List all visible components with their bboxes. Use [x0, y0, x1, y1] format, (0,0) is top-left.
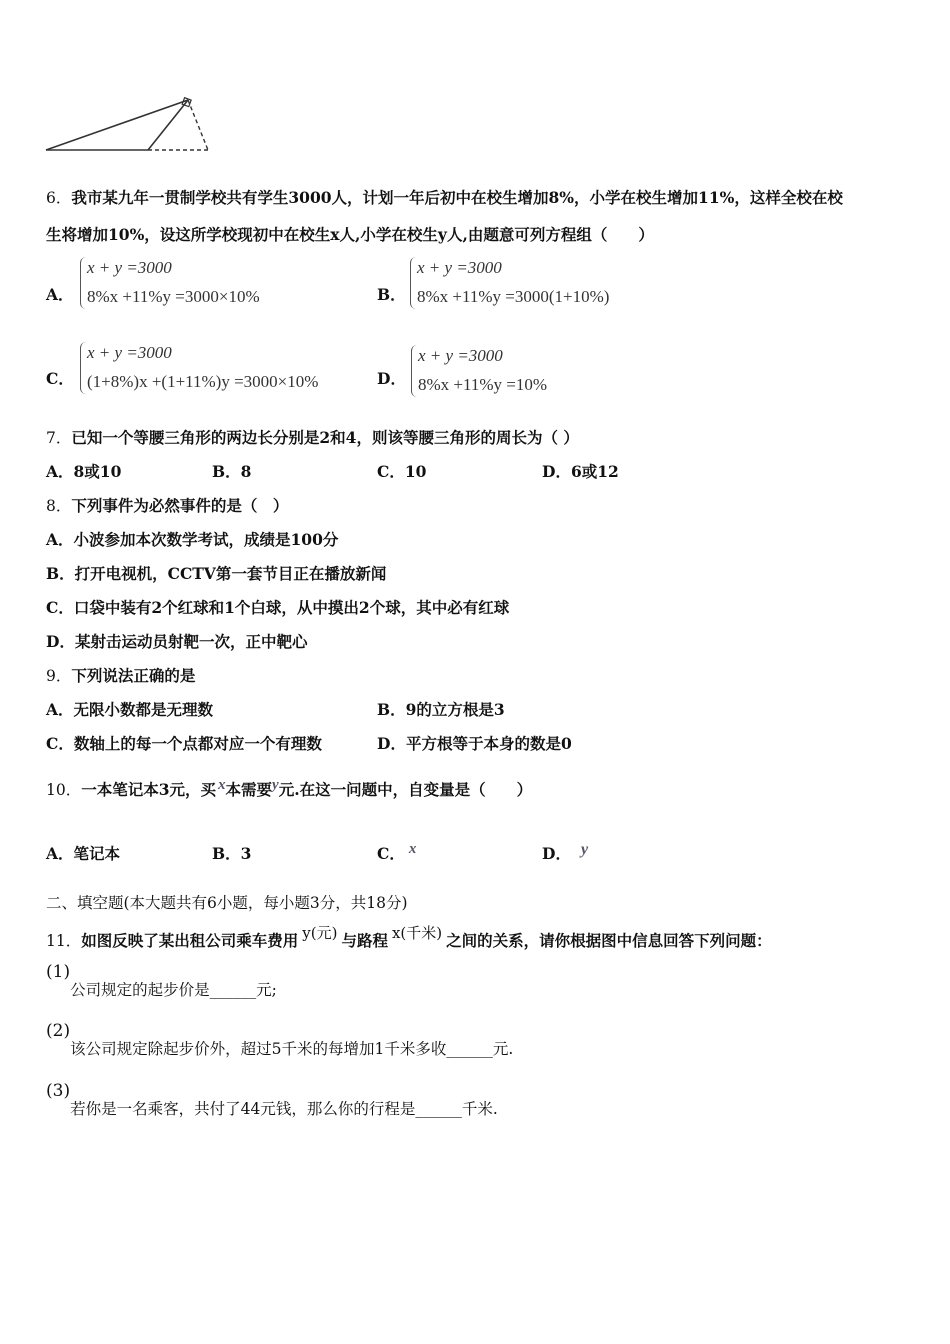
q6-option-d-system [418, 341, 547, 399]
q8-number: 8． [46, 497, 72, 515]
q6-option-a-eq2: 8%x +11%y =3000×10% [87, 287, 260, 306]
q6-option-d-brace [411, 345, 418, 397]
q6-option-b-system [417, 253, 609, 311]
q6-option-d-eq2: 8%x +11%y =10% [418, 375, 548, 394]
q11-part-2 [46, 1021, 514, 1058]
q9-option-b[interactable]: B．9的立方根是3 [377, 700, 505, 719]
q6-option-a-label[interactable]: A． [46, 285, 74, 304]
q8-option-d[interactable]: D．某射击运动员射靶一次，正中靶心 [46, 632, 308, 651]
triangle-figure [40, 92, 220, 158]
q10-var-x: x [218, 777, 226, 793]
q7-option-c[interactable]: C．10 [377, 462, 427, 481]
q11-text-c: 之间的关系，请你根据图中信息回答下列问题： [446, 931, 772, 950]
q10-option-b-value: 3 [240, 844, 252, 863]
q6-text-line1: 我市某九年一贯制学校共有学生3000人，计划一年后初中在校生增加8%，小学在校生增加11%，这样全校在校 [71, 188, 843, 207]
q9-option-c[interactable]: C．数轴上的每一个点都对应一个有理数 [46, 734, 322, 753]
q11-y-unit: y(元) [302, 924, 338, 942]
q6-option-c-eq1: x + y =3000 [87, 343, 172, 362]
q10-option-c[interactable] [377, 842, 416, 864]
q6-line1 [46, 186, 843, 208]
q8-option-c[interactable]: C．口袋中装有2个红球和1个白球，从中摸出2个球，其中必有红球 [46, 598, 510, 617]
q9-option-a[interactable]: A．无限小数都是无理数 [46, 700, 214, 719]
q10-text-b: 本需要 [225, 780, 273, 799]
q8-option-a[interactable]: A．小波参加本次数学考试，成绩是100分 [46, 530, 339, 549]
q11-part-3-number: (3) [46, 1081, 71, 1101]
q10-option-b-label: B． [212, 844, 241, 863]
q10-option-c-value: x [408, 841, 417, 857]
q11-part-2-text: 该公司规定除起步价外，超过5千米的每增加1千米多收______元. [70, 1040, 514, 1058]
q7-option-b[interactable]: B．8 [212, 462, 252, 481]
q11-part-1-text: 公司规定的起步价是______元; [70, 981, 277, 999]
q9-text: 下列说法正确的是 [71, 666, 196, 685]
q6-option-b-eq2: 8%x +11%y =3000(1+10%) [417, 287, 610, 306]
q10-option-a-value: 笔记本 [73, 844, 121, 863]
q8-text: 下列事件为必然事件的是（ ） [71, 496, 289, 515]
q6-option-c-eq2: (1+8%)x +(1+11%)y =3000×10% [87, 372, 319, 391]
q6-option-a-eq1: x + y =3000 [87, 258, 172, 277]
q6-option-a-brace [80, 257, 87, 309]
dashed-altitude [188, 100, 208, 150]
q10-stem [46, 778, 532, 800]
q10-option-d-label: D． [542, 844, 571, 863]
q11-part-1 [46, 962, 277, 999]
q10-var-y: y [272, 777, 279, 793]
q6-number: 6． [46, 189, 72, 207]
section-2-title: 二、填空题(本大题共有6小题，每小题3分，共18分) [46, 894, 408, 912]
q7-stem [46, 426, 579, 448]
q6-option-c-label[interactable]: C． [46, 369, 74, 388]
q6-option-a-system [87, 253, 260, 311]
q10-option-d[interactable] [542, 842, 588, 864]
q9-stem [46, 664, 195, 686]
q11-x-unit: x(千米) [391, 924, 443, 942]
q6-option-b-eq1: x + y =3000 [417, 258, 502, 277]
q8-option-b[interactable]: B．打开电视机，CCTV第一套节目正在播放新闻 [46, 564, 387, 583]
q6-line2: 生将增加10%，设这所学校现初中在校生x人,小学在校生y人,由题意可列方程组（ ） [46, 225, 654, 244]
q6-option-d-label[interactable]: D． [377, 369, 406, 388]
q10-option-c-label: C． [377, 844, 405, 863]
q6-option-c-system [87, 338, 318, 396]
q7-text: 已知一个等腰三角形的两边长分别是2和4，则该等腰三角形的周长为（ ） [71, 428, 579, 447]
q11-number: 11． [46, 932, 82, 950]
q9-option-d[interactable]: D．平方根等于本身的数是0 [377, 734, 572, 753]
q11-text-b: 与路程 [341, 931, 388, 950]
q10-option-d-value: y [580, 841, 589, 858]
q7-option-a[interactable]: A．8或10 [46, 462, 122, 481]
q11-part-3-text: 若你是一名乘客，共付了44元钱，那么你的行程是______千米. [70, 1100, 498, 1118]
q6-option-b-label[interactable]: B． [377, 285, 406, 304]
q6-option-d-eq1: x + y =3000 [418, 346, 503, 365]
q10-option-a-label: A． [46, 844, 74, 863]
q6-option-c-brace [80, 342, 87, 394]
q10-option-b[interactable] [212, 842, 251, 864]
q7-option-d[interactable]: D．6或12 [542, 462, 619, 481]
q10-option-a[interactable] [46, 842, 120, 864]
q10-number: 10． [46, 781, 82, 799]
q8-stem [46, 494, 288, 516]
q9-number: 9． [46, 667, 72, 685]
q11-stem [46, 924, 772, 951]
q7-number: 7． [46, 429, 72, 447]
triangle-long-side [46, 100, 188, 150]
q10-text-c: 元.在这一问题中，自变量是（ ） [278, 780, 533, 799]
q11-part-2-number: (2) [46, 1021, 71, 1041]
q10-text-a: 一本笔记本3元，买 [81, 780, 217, 799]
q6-option-b-brace [410, 257, 417, 309]
q11-part-1-number: (1) [46, 962, 71, 982]
q11-part-3 [46, 1081, 498, 1118]
q11-text-a: 如图反映了某出租公司乘车费用 [81, 931, 299, 950]
